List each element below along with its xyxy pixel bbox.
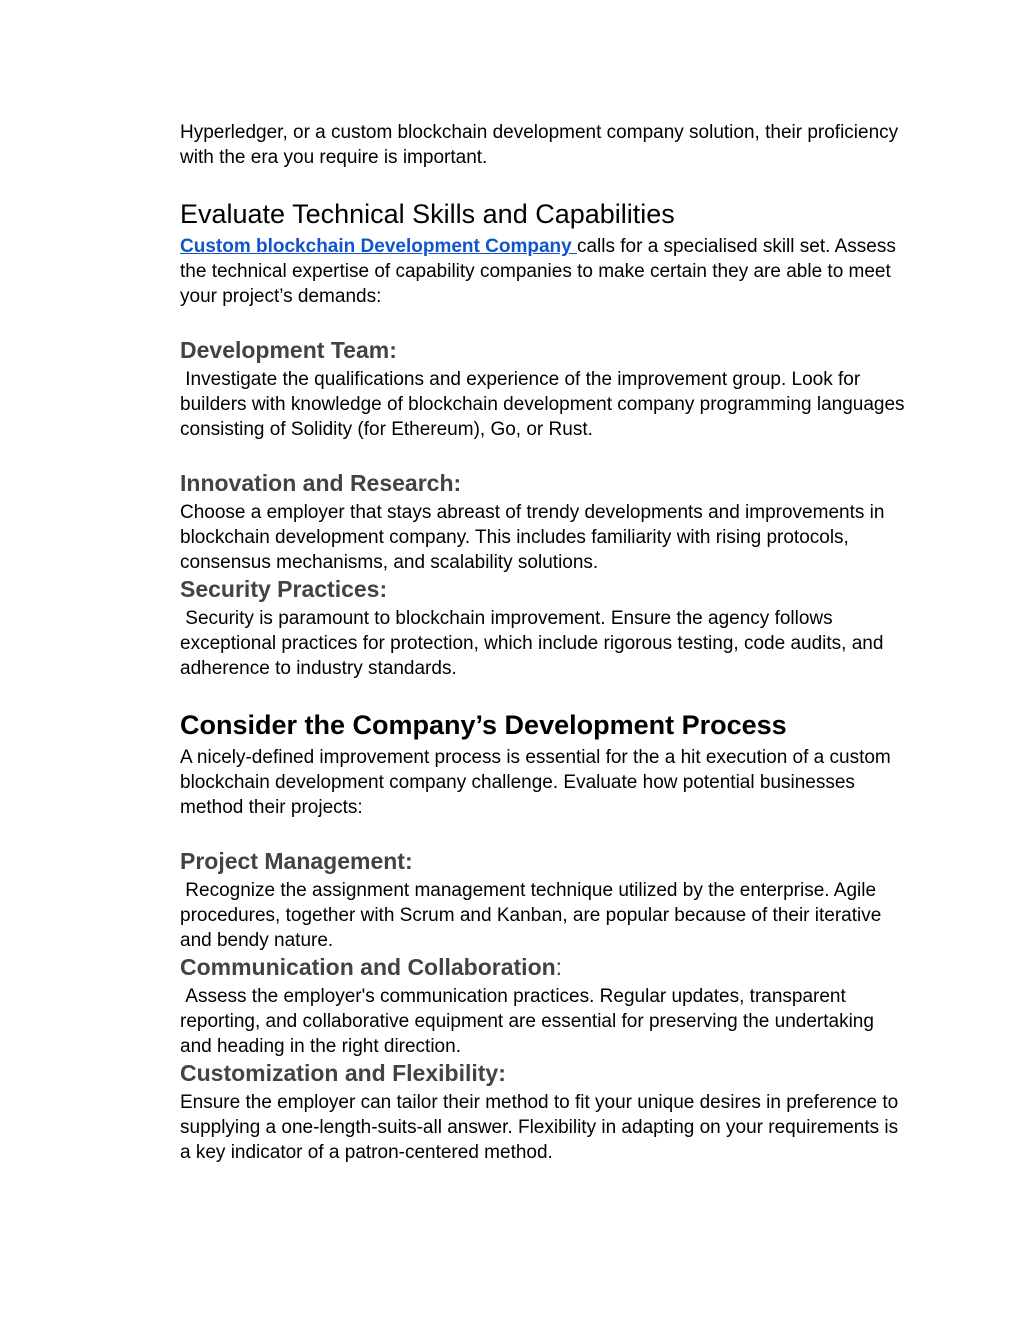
communication-heading-colon: : [555,954,563,980]
security-paragraph: Security is paramount to blockchain improvement. Ensure the agency follows exceptional practices for protection, which include rigorous testing, code audits, and adherence to industry standards. [180,608,889,679]
customization-paragraph: Ensure the employer can tailor their method to fit your unique desires in preference to supplying a one-length-suits-all answer. Flexibility in adapting on your requirements is a key indicator of a patron-centered method. [180,1092,904,1163]
consider-paragraph: A nicely-defined improvement process is essential for the a hit execution of a custom blockchain development company challenge. Evaluate how potential businesses method their projects: [180,747,897,818]
subheading-innovation-research: Innovation and Research: [180,470,462,496]
communication-heading-text: Communication and Collaboration [180,954,556,980]
subheading-project-management: Project Management: [180,848,413,874]
innovation-paragraph: Choose a employer that stays abreast of trendy developments and improvements in blockchain development company. This includes familiarity with rising protocols, consensus mechanisms, and scalability solutions. [180,502,890,573]
section-heading-consider-development-process: Consider the Company’s Development Process [180,710,787,740]
subheading-customization-flexibility: Customization and Flexibility: [180,1060,506,1086]
document-content-column [180,120,908,1165]
custom-blockchain-company-link[interactable]: Custom blockchain Development Company [180,236,577,257]
evaluate-paragraph-text: calls for a specialised skill set. Assess the technical expertise of capability companies to make certain they are able to meet your project’s demands: [180,236,902,307]
evaluate-paragraph [180,234,908,309]
development-team-paragraph: Investigate the qualifications and experience of the improvement group. Look for builders with knowledge of blockchain development company programming languages consisting of Solidity (for Ethereum), Go, or Rust. [180,369,910,440]
subheading-security-practices: Security Practices: [180,576,388,602]
project-management-paragraph: Recognize the assignment management technique utilized by the enterprise. Agile procedures, together with Scrum and Kanban, are popular because of their iterative and bendy nature. [180,880,887,951]
communication-paragraph: Assess the employer's communication practices. Regular updates, transparent reporting, and collaborative equipment are essential for preserving the undertaking and heading in the right direction. [180,986,880,1057]
subheading-development-team: Development Team: [180,337,397,363]
intro-paragraph: Hyperledger, or a custom blockchain development company solution, their proficiency with the era you require is important. [180,122,904,168]
section-heading-evaluate-technical-skills: Evaluate Technical Skills and Capabilities [180,199,675,229]
subheading-communication-collaboration [180,953,908,982]
